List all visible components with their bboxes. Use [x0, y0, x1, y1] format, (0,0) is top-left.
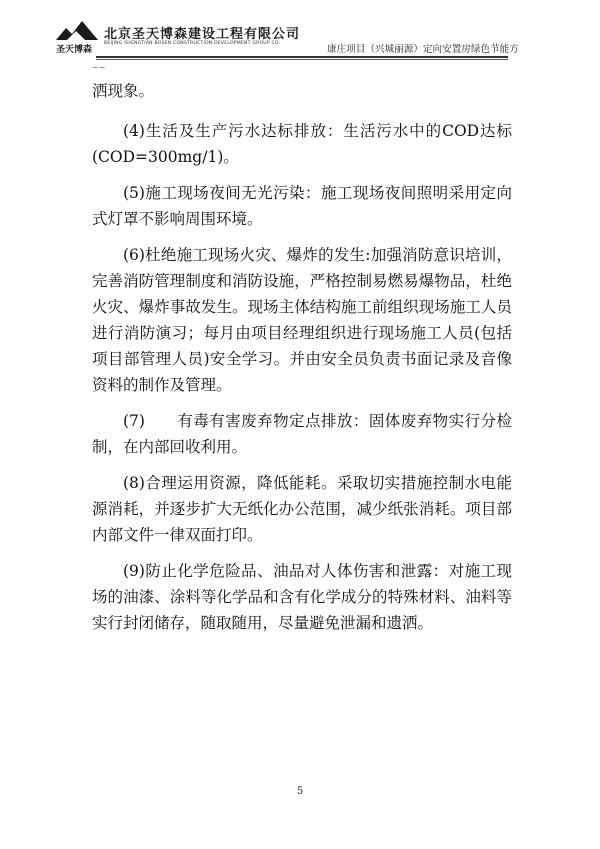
- document-title: 康庄项目（兴城丽源）定向安置房绿色节能方: [327, 44, 519, 55]
- paragraph-item-9: (9)防止化学危险品、油品对人体伤害和泄露：对施工现场的油漆、涂料等化学品和含有化学成分的特殊材料、油料等实行封闭储存，随取随用，尽量避免泄漏和遗洒。: [92, 562, 512, 632]
- header-rule-thin: [96, 59, 508, 60]
- paragraph-item-8: (8)合理运用资源，降低能耗。采取切实措施控制水电能源消耗，并逐步扩大无纸化办公范围，减少纸张消耗。项目部内部文件一律双面打印。: [92, 474, 512, 544]
- paragraph-item-5: (5)施工现场夜间无光污染：施工现场夜间照明采用定向式灯罩不影响周围环境。: [92, 184, 512, 228]
- paragraph-continuation: 洒现象。: [92, 82, 155, 100]
- company-name-english: BEIJING SHENGTIAN BOSEN CONSTRUCTION DEVELOPMENT GROUP CO.: [104, 41, 281, 46]
- logo-text: 圣天博森: [56, 45, 93, 55]
- header-mark: ~~: [92, 63, 106, 72]
- page-number: 5: [296, 786, 304, 797]
- header-rule-thick: [96, 56, 508, 58]
- paragraph-item-7: (7) 有毒有害废弃物定点排放：固体废弃物实行分检制，在内部回收利用。: [92, 412, 512, 456]
- company-name-chinese: 北京圣天博森建设工程有限公司: [104, 27, 301, 42]
- paragraph-item-6: (6)杜绝施工现场火灾、爆炸的发生:加强消防意识培训，完善消防管理制度和消防设施，严格控制易燃易爆物品，杜绝火灾、爆炸事故发生。现场主体结构施工前组织现场施工人员进行消防演习；每月由项目经理组织进行现场施工人员(包括项目部管理人员)安全学习。并由安全员负责书面记录及音像资料的制作及管理。: [92, 246, 512, 394]
- page-body: [92, 78, 512, 636]
- page-header: [0, 0, 600, 75]
- paragraph-item-4: (4)生活及生产污水达标排放：生活污水中的COD达标(COD=300mg/1)。: [92, 122, 512, 166]
